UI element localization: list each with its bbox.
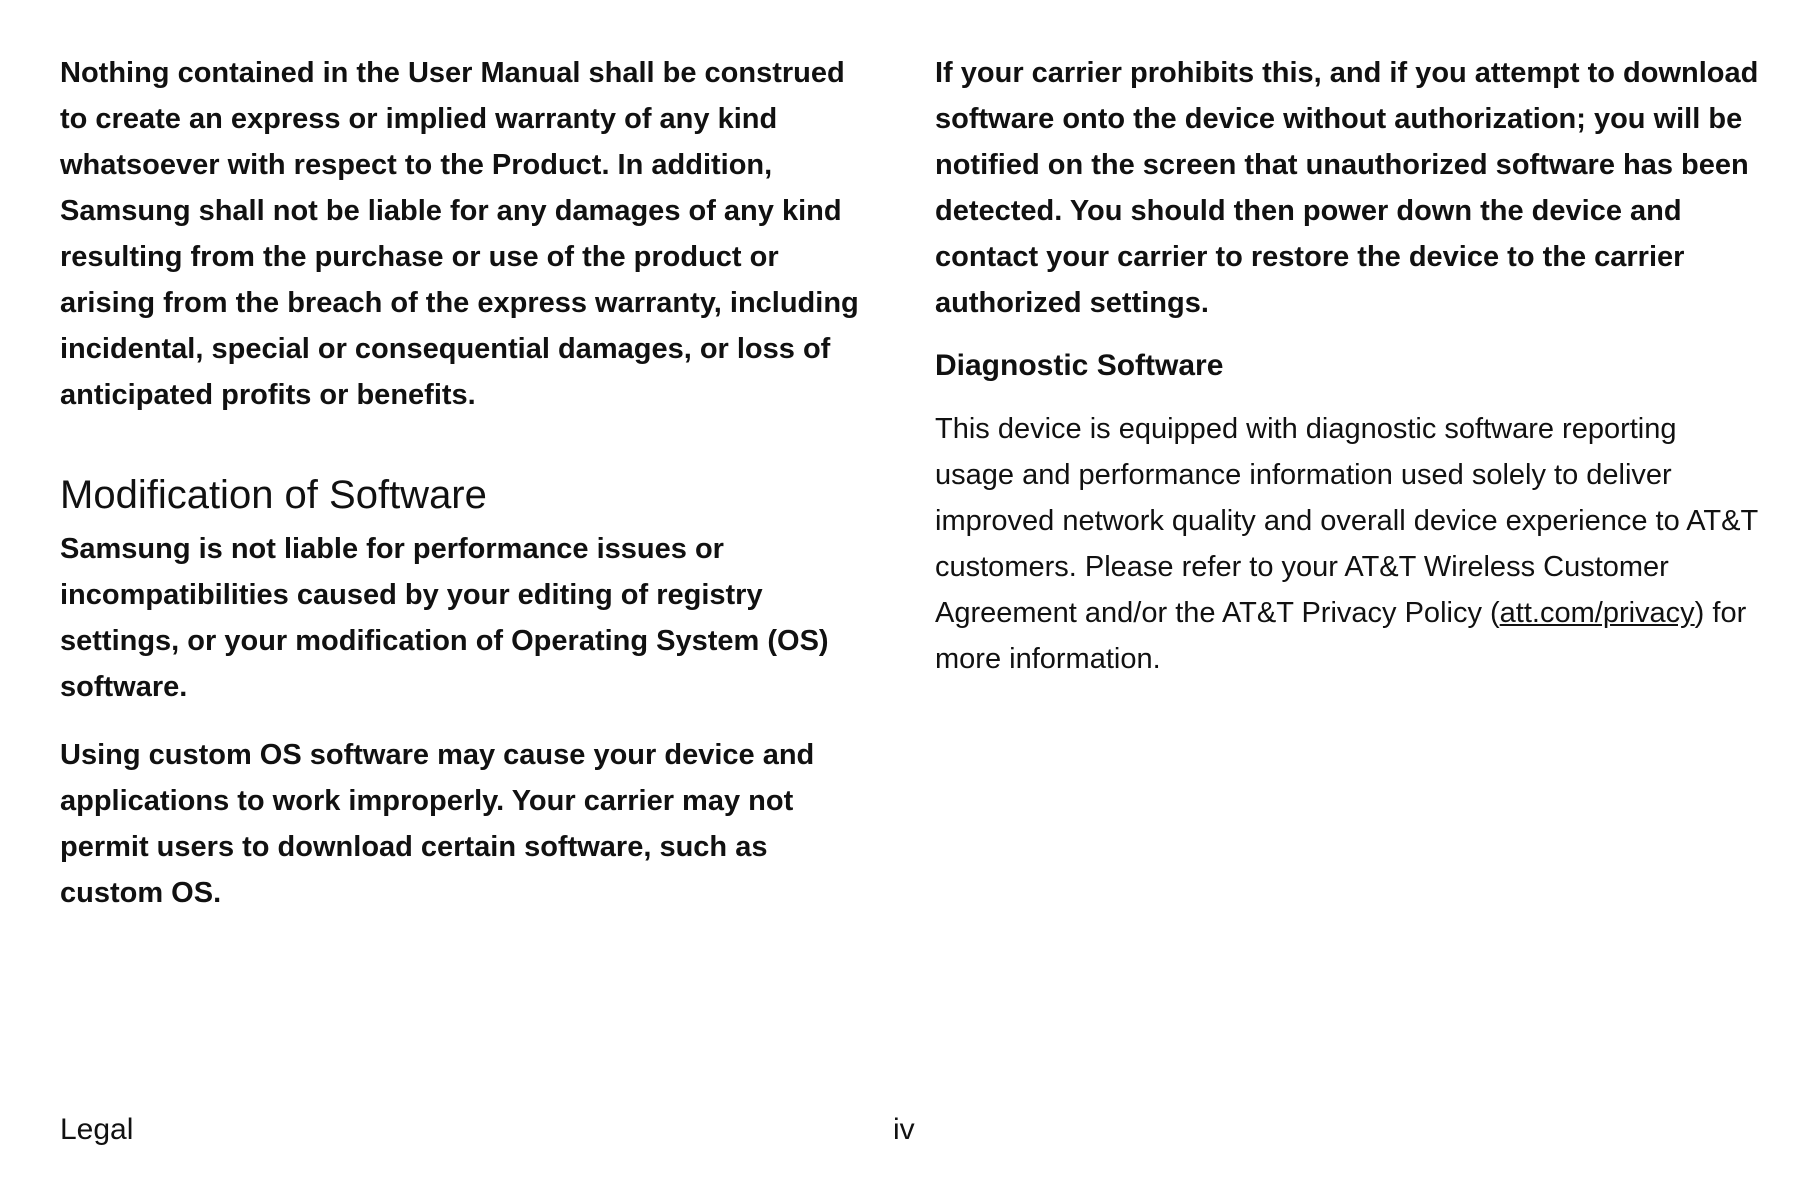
left-column xyxy=(60,50,870,916)
right-column xyxy=(935,50,1760,682)
custom-os-warning-paragraph: Using custom OS software may cause your device and applications to work improperly. Your carrier may not permit users to download certain software, such as custom OS. xyxy=(60,739,815,909)
diagnostic-text-before-link: This device is equipped with diagnostic software reporting usage and performance information used solely to deliver improved network quality and overall device experience to AT&T customers. Please refer to your AT&T Wireless Customer Agreement and/or the AT&T Privacy Policy ( xyxy=(935,413,1758,629)
warranty-disclaimer-paragraph: Nothing contained in the User Manual shall be construed to create an express or implied warranty of any kind whatsoever with respect to the Product. In addition, Samsung shall not be liable for any damages of any kind resulting from the purchase or use of the product or arising from the breach of the express warranty, including incidental, special or consequential damages, or loss of anticipated profits or benefits. xyxy=(60,57,859,411)
registry-liability-paragraph: Samsung is not liable for performance issues or incompatibilities caused by your editing of registry settings, or your modification of Operating System (OS) software. xyxy=(60,533,829,703)
subsection-title-diagnostic-software: Diagnostic Software xyxy=(935,349,1224,382)
footer-section-label: Legal xyxy=(60,1113,134,1146)
footer-page-number: iv xyxy=(893,1113,915,1146)
diagnostic-software-paragraph xyxy=(935,406,1760,682)
section-title-modification-of-software: Modification of Software xyxy=(60,473,487,517)
diagnostic-text-after-link: ) for more information. xyxy=(935,597,1747,675)
privacy-policy-link[interactable]: att.com/privacy xyxy=(1499,597,1695,629)
carrier-prohibition-paragraph: If your carrier prohibits this, and if you attempt to download software onto the device without authorization; you will be notified on the screen that unauthorized software has been detected. You should then power down the device and contact your carrier to restore the device to the carrier authorized settings. xyxy=(935,57,1759,319)
